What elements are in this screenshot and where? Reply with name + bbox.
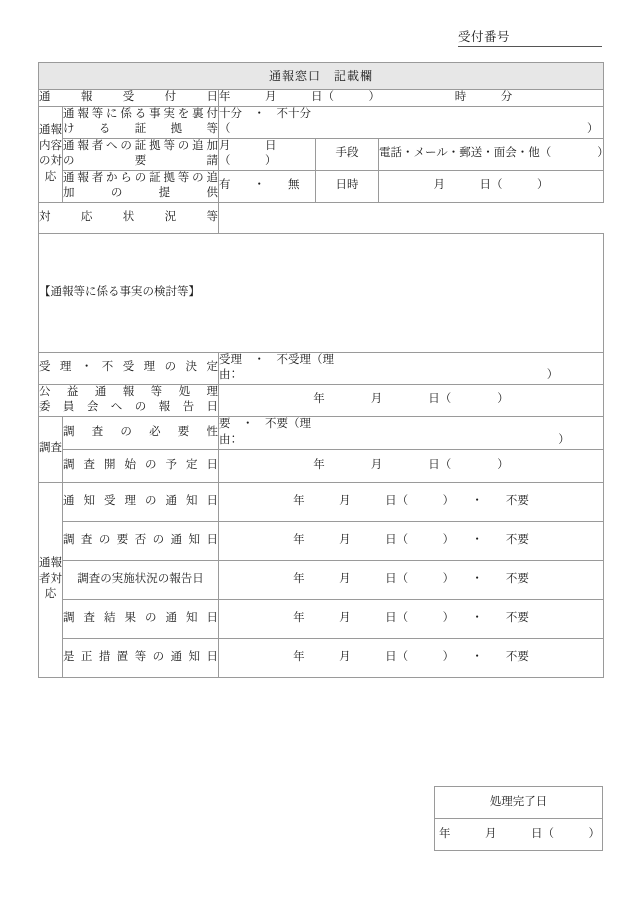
table-row-notify-3 [39,599,604,638]
request-label: 通報者への証拠等の追加 の要請 [63,138,219,170]
notify-value-0[interactable]: 年 月 日（ ） ・ 不要 [219,482,604,521]
request-method-value[interactable]: 電話・メール・郵送・面会・他（ ） [379,138,604,170]
additional-value[interactable]: 有 ・ 無 [219,170,316,202]
start-date-label: 調査開始の予定日 [63,449,219,482]
notify-label-2: 調査の実施状況の報告日 [63,560,219,599]
notify-label-1: 調査の要否の通知日 [63,521,219,560]
response-group-label: 通報内容の対応 [39,106,63,202]
table-header-row [39,63,604,90]
table-row-acceptance [39,352,604,384]
table-row-investigation-necessity [39,416,604,449]
receipt-number-field [458,27,602,47]
table-row-notify-1 [39,521,604,560]
notify-value-1[interactable]: 年 月 日（ ） ・ 不要 [219,521,604,560]
completion-date-box [434,786,603,851]
receipt-number-label: 受付番号 [458,27,510,47]
committee-value[interactable]: 年 月 日（ ） [219,384,604,416]
request-date-value[interactable]: 月 日（ ） [219,138,316,170]
table-header-title: 通報窓口 記載欄 [39,63,604,90]
notify-value-2[interactable]: 年 月 日（ ） ・ 不要 [219,560,604,599]
completion-value-row [435,819,603,851]
necessity-value[interactable]: 要 ・ 不要（理由： ） [219,416,604,449]
freetext-area[interactable] [39,233,604,352]
table-row-evidence [39,106,604,138]
table-row-notify-0 [39,482,604,521]
table-row-status [39,202,604,233]
receipt-number-blank-rule[interactable] [510,33,602,47]
table-row-notify-4 [39,638,604,677]
status-label: 対応状況等 [39,202,219,233]
request-method-label: 手段 [316,138,379,170]
table-row-freetext [39,233,604,352]
reporter-group-label: 通報者対応 [39,482,63,677]
evidence-label: 通報等に係る事実を裏付 ける証拠等 [63,106,219,138]
necessity-label: 調査の必要性 [63,416,219,449]
additional-datetime-label: 日時 [316,170,379,202]
table-row-committee-report [39,384,604,416]
table-row-additional-provision [39,170,604,202]
acceptance-label: 受理・不受理の決定 [39,352,219,384]
evidence-value[interactable]: 十分 ・ 不十分（ ） [219,106,604,138]
completion-value[interactable]: 年 月 日（ ） [435,819,603,851]
committee-label: 公益通報等処理 委員会への報告日 [39,384,219,416]
additional-datetime-value[interactable]: 月 日（ ） [379,170,604,202]
table-row-investigation-start [39,449,604,482]
acceptance-value[interactable]: 受理 ・ 不受理（理由： ） [219,352,604,384]
notify-label-3: 調査結果の通知日 [63,599,219,638]
table-row-notify-2 [39,560,604,599]
status-value-blank[interactable] [219,202,604,233]
additional-label: 通報者からの証拠等の追 加の提供 [63,170,219,202]
report-date-label: 通報受付日 [39,90,219,107]
completion-title-row [435,787,603,819]
start-date-value[interactable]: 年 月 日（ ） [219,449,604,482]
investigation-group-label: 調査 [39,416,63,482]
report-date-value[interactable]: 年 月 日（ ） 時 分 [219,90,604,107]
table-row-additional-request [39,138,604,170]
completion-title: 処理完了日 [435,787,603,819]
notify-value-3[interactable]: 年 月 日（ ） ・ 不要 [219,599,604,638]
table-row-report-date [39,90,604,107]
freetext-heading: 【通報等に係る事実の検討等】 [39,285,200,298]
report-desk-form-table [38,62,609,678]
notify-label-0: 通知受理の通知日 [63,482,219,521]
notify-label-4: 是正措置等の通知日 [63,638,219,677]
notify-value-4[interactable]: 年 月 日（ ） ・ 不要 [219,638,604,677]
